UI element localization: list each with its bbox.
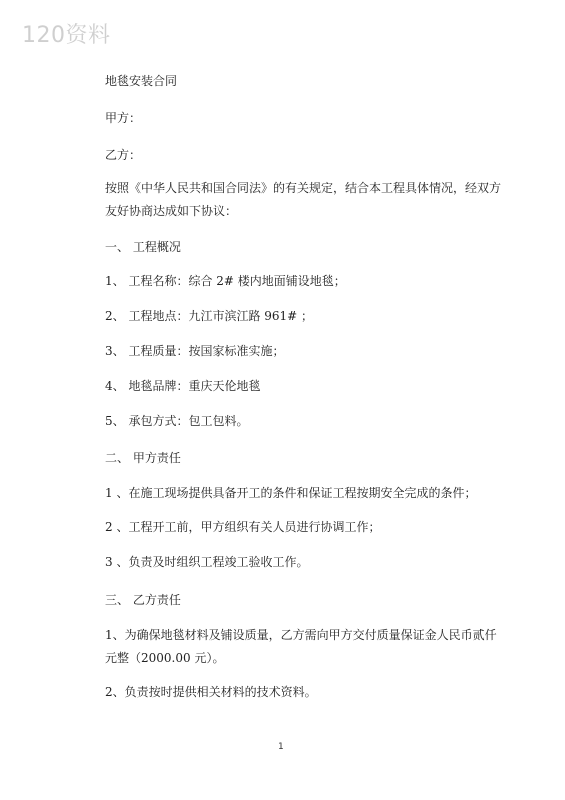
page-number: 1	[278, 742, 284, 752]
section1-item1: 1、 工程名称：综合 2# 楼内地面铺设地毯；	[105, 274, 346, 288]
section3-item1-line2: 元整（2000.00 元）。	[105, 651, 225, 665]
party-b-label: 乙方：	[105, 148, 142, 162]
document-title: 地毯安装合同	[105, 74, 178, 88]
section2-item1: 1 、在施工现场提供具备开工的条件和保证工程按期安全完成的条件；	[105, 486, 477, 500]
section1-item4: 4、 地毯品牌：重庆天伦地毯	[105, 379, 261, 393]
section2-heading: 二、 甲方责任	[105, 451, 181, 465]
watermark-logo: 120资料	[22, 23, 111, 48]
section1-item2: 2、 工程地点：九江市滨江路 961# ；	[105, 309, 314, 323]
section3-item2: 2、负责按时提供相关材料的技术资料。	[105, 685, 317, 699]
section1-item3: 3、 工程质量：按国家标准实施；	[105, 344, 285, 358]
section3-heading: 三、 乙方责任	[105, 593, 181, 607]
section2-item3: 3 、负责及时组织工程竣工验收工作。	[105, 555, 309, 569]
section1-heading: 一、 工程概况	[105, 240, 181, 254]
intro-paragraph-line1: 按照《中华人民共和国合同法》的有关规定，结合本工程具体情况，经双方	[105, 181, 502, 195]
section2-item2: 2 、工程开工前，甲方组织有关人员进行协调工作；	[105, 520, 381, 534]
section1-item5: 5、 承包方式：包工包料。	[105, 414, 249, 428]
intro-paragraph-line2: 友好协商达成如下协议：	[105, 204, 238, 218]
party-a-label: 甲方：	[105, 111, 142, 125]
section3-item1-line1: 1、为确保地毯材料及铺设质量，乙方需向甲方交付质量保证金人民币贰仟	[105, 628, 497, 642]
